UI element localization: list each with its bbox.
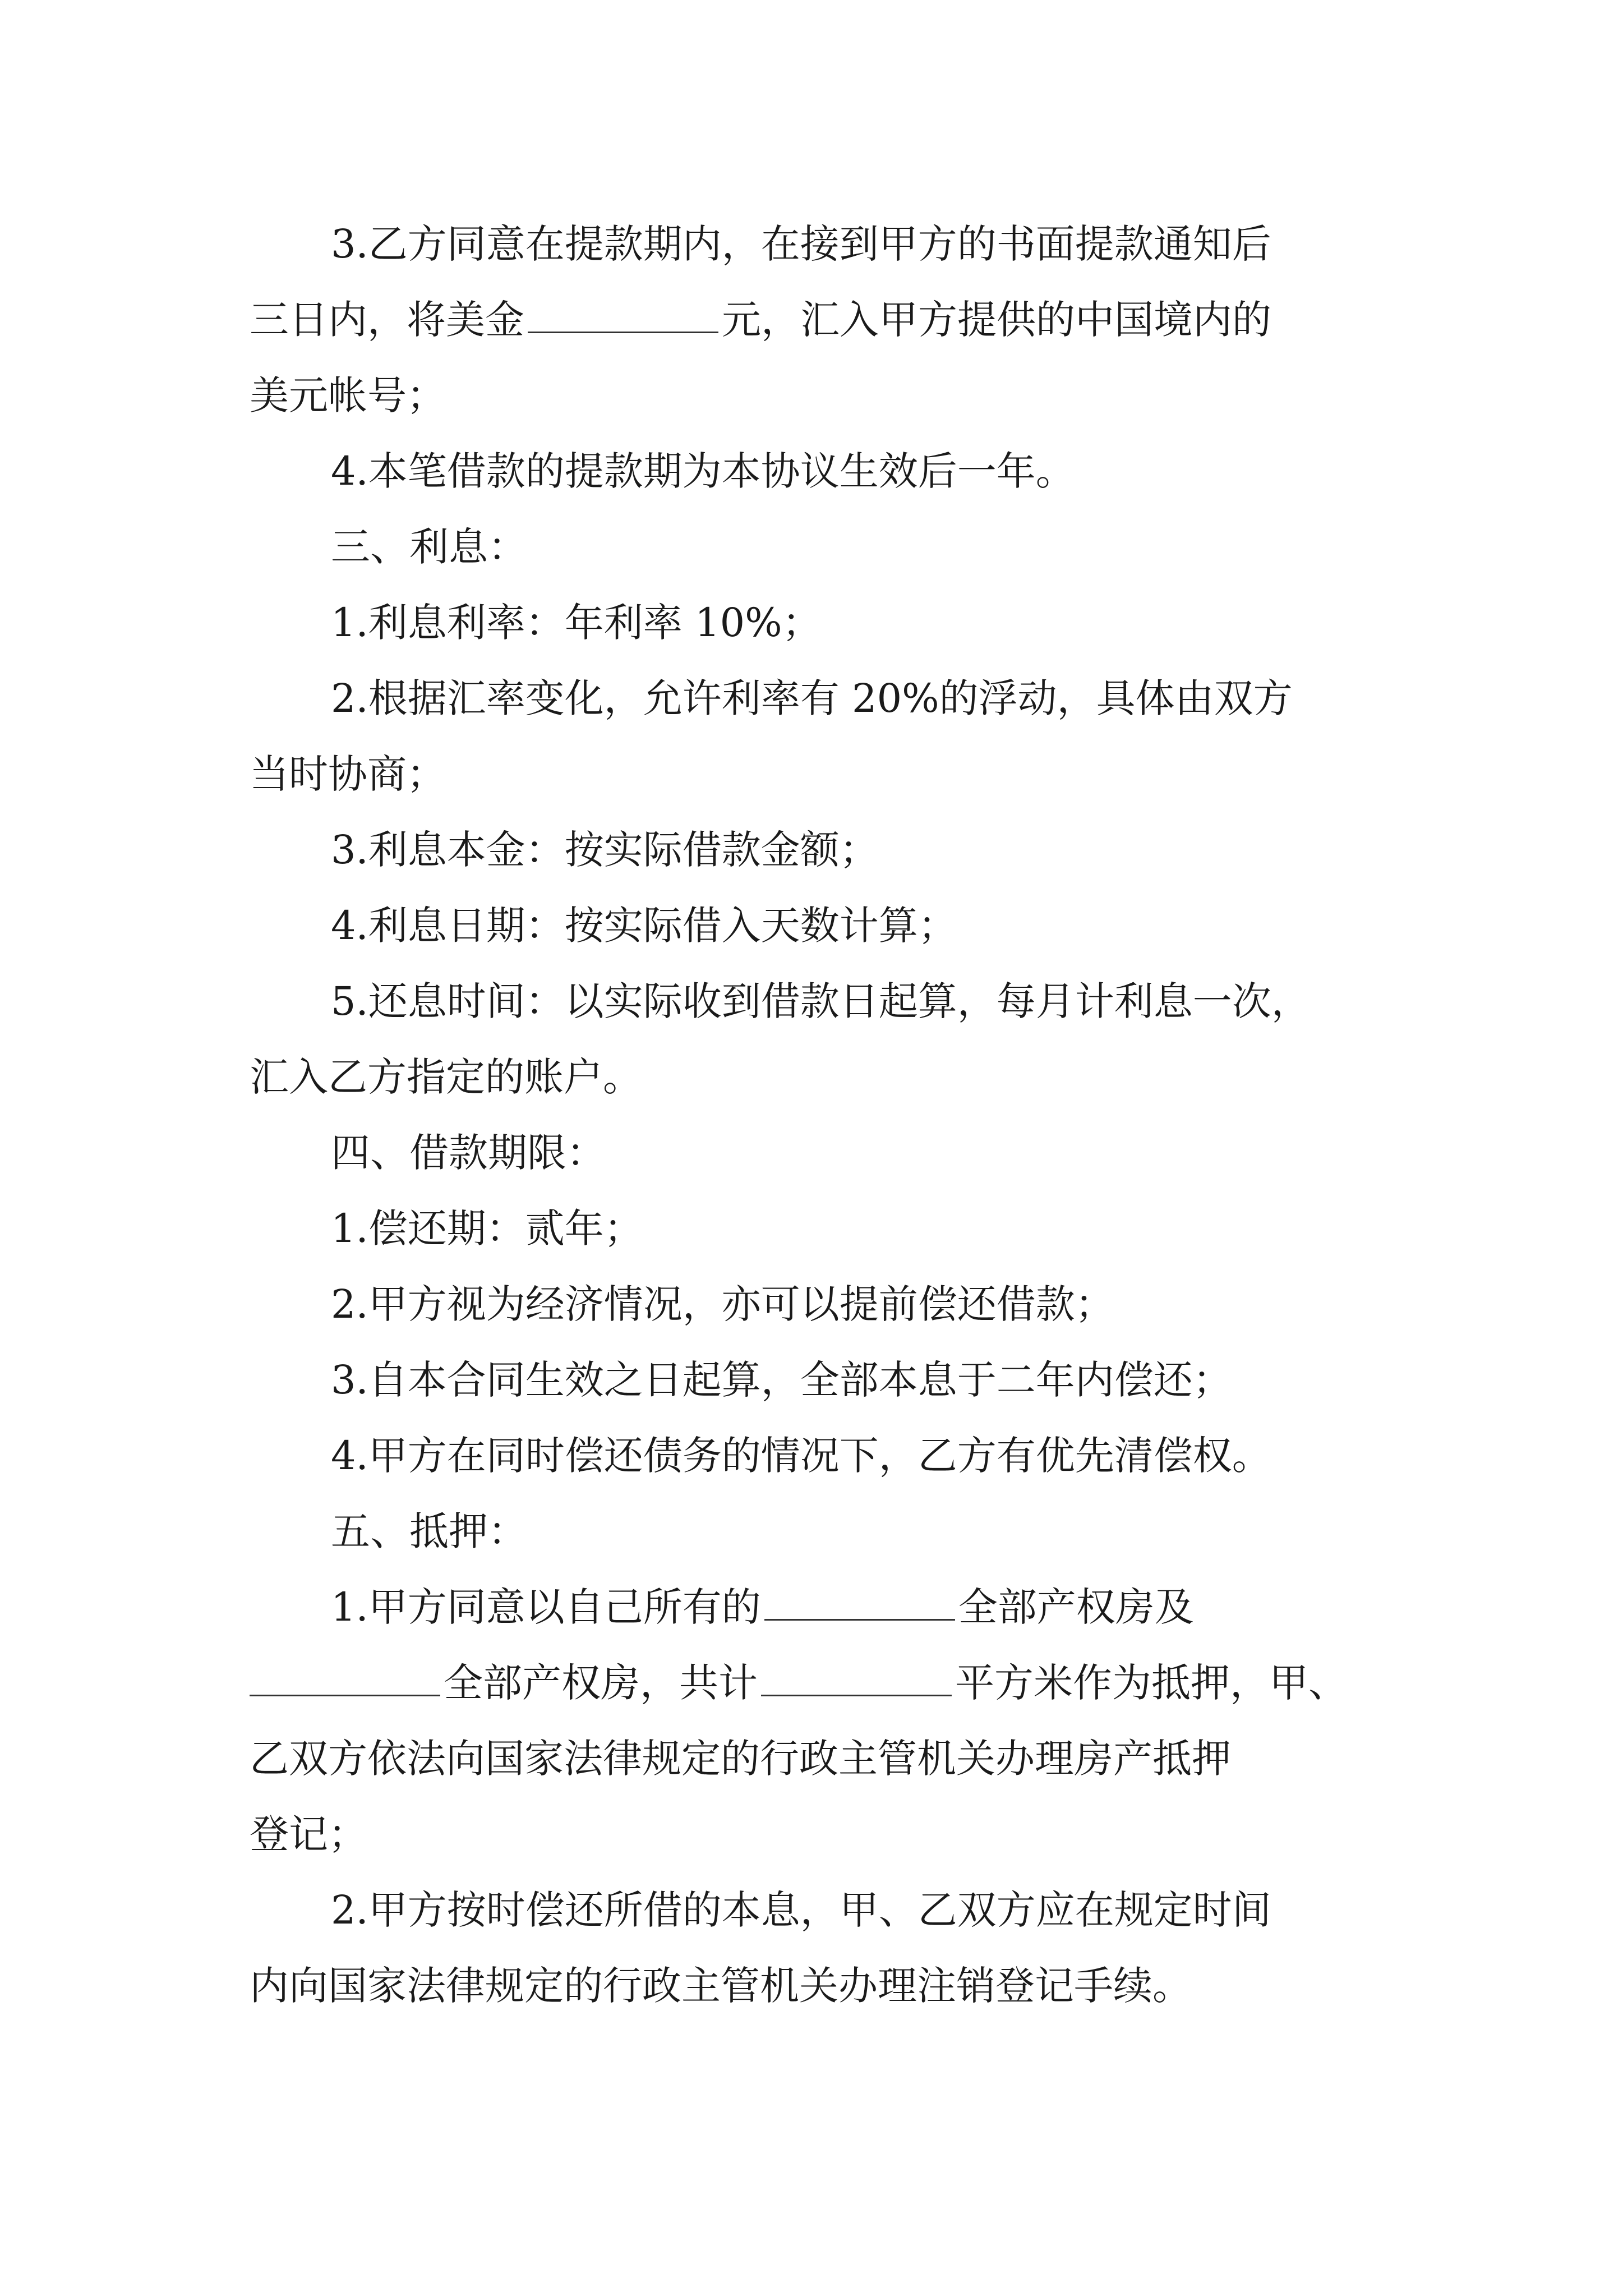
paragraph-line xyxy=(250,743,1399,805)
paragraph-line xyxy=(331,1198,1399,1259)
fill-in-blank xyxy=(250,1659,440,1696)
text: 全部产权房，共计 xyxy=(444,1660,758,1706)
section-heading xyxy=(331,1122,1399,1184)
paragraph-line xyxy=(331,970,1399,1032)
text: 3.利息本金：按实际借款金额； xyxy=(331,827,879,873)
paragraph-line xyxy=(250,289,1399,351)
section-heading xyxy=(331,1501,1399,1562)
fill-in-blank xyxy=(528,296,718,333)
text: 当时协商； xyxy=(250,751,446,797)
text: 乙双方依法向国家法律规定的行政主管机关办理房产抵押 xyxy=(250,1736,1231,1782)
paragraph-line xyxy=(250,1803,1399,1865)
text: 2.甲方视为经济情况，亦可以提前偿还借款； xyxy=(331,1281,1114,1327)
text: 4.本笔借款的提款期为本协议生效后一年。 xyxy=(331,448,1075,494)
paragraph-line xyxy=(331,1425,1399,1487)
text: 平方米作为抵押，甲、 xyxy=(955,1660,1348,1706)
text: 2.根据汇率变化，允许利率有 20%的浮动，具体由双方 xyxy=(331,675,1293,721)
paragraph-line xyxy=(331,1879,1399,1941)
text: 登记； xyxy=(250,1811,367,1857)
text: 4.利息日期：按实际借入天数计算； xyxy=(331,903,957,949)
text: 全部产权房及 xyxy=(958,1584,1194,1630)
text: 1.利息利率：年利率 10%； xyxy=(331,600,822,646)
paragraph-line xyxy=(331,1273,1399,1335)
text: 三日内，将美金 xyxy=(250,297,524,343)
text: 3.乙方同意在提款期内，在接到甲方的书面提款通知后 xyxy=(331,221,1271,267)
paragraph-line xyxy=(331,819,1399,881)
paragraph-line xyxy=(331,440,1399,502)
text: 美元帐号； xyxy=(250,372,446,418)
text: 元，汇入甲方提供的中国境内的 xyxy=(722,297,1271,343)
text: 五、抵押： xyxy=(331,1508,527,1554)
text: 5.还息时间：以实际收到借款日起算，每月计利息一次， xyxy=(331,978,1311,1024)
text: 1.甲方同意以自己所有的 xyxy=(331,1584,761,1630)
text: 汇入乙方指定的账户。 xyxy=(250,1054,642,1100)
paragraph-line xyxy=(331,592,1399,654)
paragraph-line xyxy=(331,213,1399,275)
paragraph-line xyxy=(250,1955,1399,2017)
text: 4.甲方在同时偿还债务的情况下，乙方有优先清偿权。 xyxy=(331,1433,1271,1479)
paragraph-line xyxy=(331,895,1399,956)
paragraph-line xyxy=(250,1046,1399,1108)
text: 三、利息： xyxy=(331,524,527,570)
text: 3.自本合同生效之日起算，全部本息于二年内偿还； xyxy=(331,1357,1232,1403)
text: 1.偿还期：贰年； xyxy=(331,1205,643,1251)
paragraph-line xyxy=(331,1576,1399,1638)
paragraph-line xyxy=(331,668,1399,729)
text: 内向国家法律规定的行政主管机关办理注销登记手续。 xyxy=(250,1963,1192,2009)
text: 四、借款期限： xyxy=(331,1130,606,1176)
paragraph-line xyxy=(331,1349,1399,1411)
fill-in-blank xyxy=(764,1583,955,1621)
section-heading xyxy=(331,516,1399,578)
paragraph-line xyxy=(250,1652,1399,1714)
paragraph-line xyxy=(250,1728,1399,1789)
fill-in-blank xyxy=(761,1659,952,1696)
paragraph-line xyxy=(250,365,1399,426)
text: 2.甲方按时偿还所借的本息，甲、乙双方应在规定时间 xyxy=(331,1887,1271,1933)
